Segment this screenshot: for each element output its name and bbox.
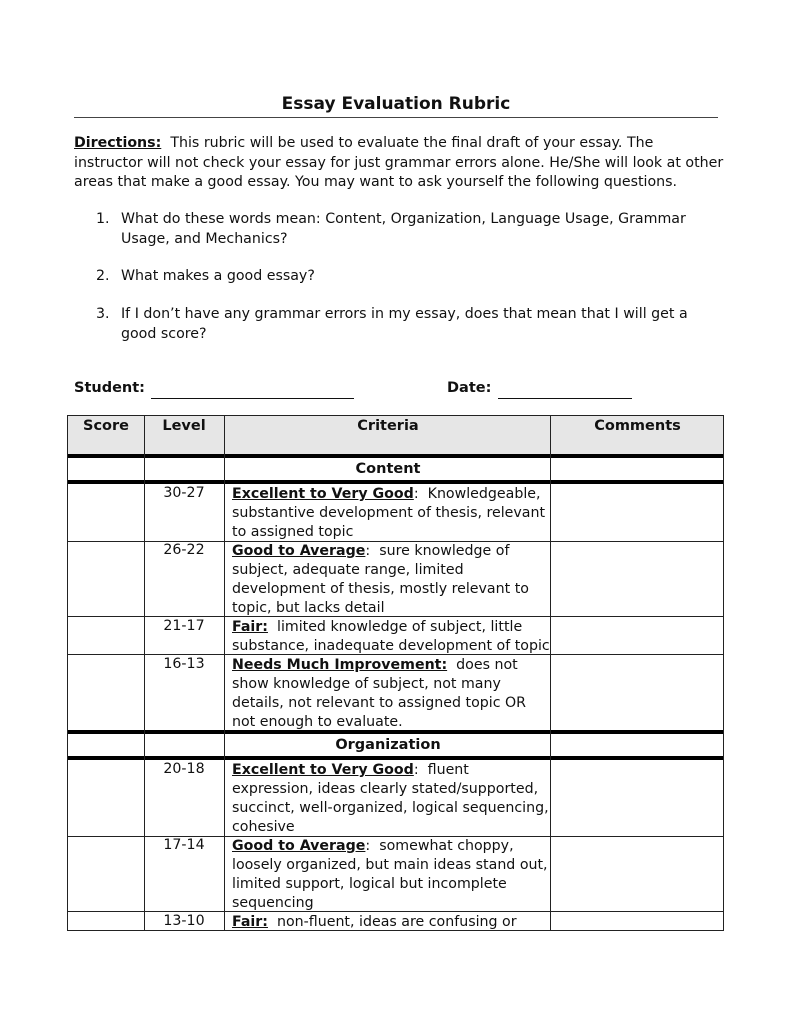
date-blank[interactable] xyxy=(498,398,632,399)
criteria-separator: : xyxy=(413,762,419,778)
criteria-separator: : xyxy=(365,838,371,854)
criteria-label: Fair: xyxy=(232,619,268,635)
page-title: Essay Evaluation Rubric xyxy=(281,94,511,114)
section-title-content: Content xyxy=(355,461,421,477)
criteria-text: does not show knowledge of subject, not many details, not relevant to assigned topic OR not enough to evaluate. xyxy=(232,657,527,730)
header-level: Level xyxy=(162,418,206,434)
level-value: 17-14 xyxy=(163,837,205,853)
question-text: If I don’t have any grammar errors in my essay, does that mean that I will get a good score? xyxy=(121,306,688,342)
level-value: 30-27 xyxy=(163,485,205,501)
criteria-text: somewhat choppy, loosely organized, but main ideas stand out, limited support, logical but incomplete sequencing xyxy=(232,838,548,911)
criteria-label: Excellent to Very Good xyxy=(232,762,414,778)
criteria-cell xyxy=(232,761,550,837)
directions-text: This rubric will be used to evaluate the final draft of your essay. The instructor will not check your essay for just grammar errors alone. He/She will look at other areas that make a good essay. You may want to ask yourself the following questions. xyxy=(74,135,724,190)
section-rule xyxy=(67,756,724,760)
criteria-label: Needs Much Improvement: xyxy=(232,657,448,673)
criteria-text: non-fluent, ideas are confusing or xyxy=(277,914,517,930)
title-underline xyxy=(74,117,718,118)
question-number: 3. xyxy=(96,306,110,322)
criteria-label: Good to Average xyxy=(232,838,366,854)
section-rule xyxy=(67,454,724,458)
criteria-text: sure knowledge of subject, adequate range, limited development of thesis, mostly relevant to topic, but lacks detail xyxy=(232,543,529,616)
date-label: Date: xyxy=(447,380,492,396)
question-number: 1. xyxy=(96,211,110,227)
section-rule xyxy=(67,730,724,734)
criteria-separator: : xyxy=(413,486,419,502)
section-title-organization: Organization xyxy=(335,737,441,753)
level-value: 16-13 xyxy=(163,656,205,672)
rubric-table xyxy=(67,415,724,931)
level-value: 21-17 xyxy=(163,618,205,634)
criteria-text: Knowledgeable, substantive development of thesis, relevant to assigned topic xyxy=(232,486,546,540)
criteria-cell xyxy=(232,837,550,913)
level-value: 13-10 xyxy=(163,913,205,929)
question-number: 2. xyxy=(96,268,110,284)
question-text: What makes a good essay? xyxy=(121,268,315,284)
criteria-cell xyxy=(232,913,550,930)
student-name-blank[interactable] xyxy=(151,398,354,399)
level-value: 26-22 xyxy=(163,542,205,558)
header-comments: Comments xyxy=(594,418,681,434)
level-value: 20-18 xyxy=(163,761,205,777)
criteria-cell xyxy=(232,485,550,542)
directions-label: Directions: xyxy=(74,135,162,151)
criteria-label: Excellent to Very Good xyxy=(232,486,414,502)
header-score: Score xyxy=(83,418,129,434)
criteria-separator: : xyxy=(365,543,371,559)
criteria-text: limited knowledge of subject, little substance, inadequate development of topic xyxy=(232,619,550,654)
criteria-cell xyxy=(232,656,550,732)
student-label: Student: xyxy=(74,380,145,396)
criteria-cell xyxy=(232,542,550,618)
criteria-label: Good to Average xyxy=(232,543,366,559)
criteria-text: fluent expression, ideas clearly stated/supported, succinct, well-organized, logical sequencing, cohesive xyxy=(232,762,549,835)
directions-paragraph xyxy=(74,134,724,193)
criteria-label: Fair: xyxy=(232,914,268,930)
section-rule xyxy=(67,480,724,484)
criteria-cell xyxy=(232,618,550,656)
question-text: What do these words mean: Content, Organization, Language Usage, Grammar Usage, and Mechanics? xyxy=(121,211,686,247)
header-criteria: Criteria xyxy=(357,418,419,434)
